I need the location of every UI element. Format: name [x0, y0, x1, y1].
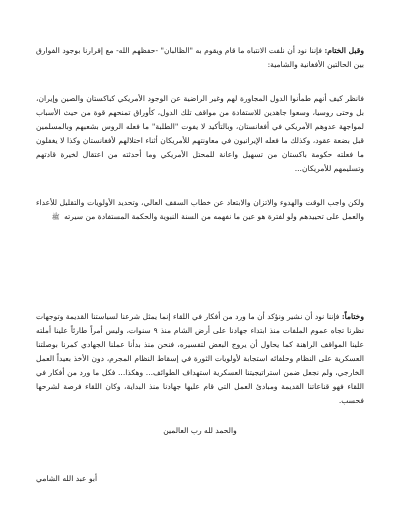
- paragraph-text: فانظر كيف أنهم طمأنوا الدول المجاورة لهم وغير الراضية عن الوجود الأمريكي كباكستان والصين وإيران، بل وحتى روسيا، وسعوا جاهدين للاستفادة من مواقف تلك الدول، كأوراق تمنحهم قوة من حيث الأسباب لمواجهة عدوهم الأمريكي في أفغانستان، وبالتأكيد لا يفوت "الطلبة" ما فعله الروس بشعبهم وبالمسلمين قبل بضعة عقود، وكذلك ما فعله الإيرانيون في معاونتهم للأمريكان أثناء احتلالهم لأفغانستان وكذا لا يغفلون ما فعلته حكومة باكستان من تسهيل واعانة للمحتل الأمريكي وما أحدثته من اعتقال لخيرة قادتهم وتسليمهم للأمريكان...: [36, 94, 364, 173]
- salutation-glyph: ﷺ: [51, 213, 60, 221]
- paragraph-lead: وختاماً:: [341, 312, 364, 321]
- paragraph-text: ولكن واجب الوقت والهدوء والاتزان والابتعاد عن خطاب السقف العالي، وتحديد الأولويات والتقليل للأعداء والعمل على تحييدهم ولو لفترة هو عين ما نفهمه من السنة النبوية والحكمة المستفادة من سيرته: [36, 198, 364, 221]
- paragraph-neighbors: [36, 92, 364, 176]
- paragraph-conclusion: [36, 310, 364, 408]
- signature: أبو عبد الله الشامي: [36, 474, 98, 483]
- blank-space: [36, 224, 364, 310]
- closing-line: والحمد لله رب العالمين: [163, 426, 237, 435]
- paragraph-before-closing: [36, 44, 364, 72]
- paragraph-text: فإننا نود أن نشير ونؤكد أن ما ورد من أفكار في اللقاء إنما يمثل شرعنا لسياستنا القديمة وتوجهات نظرنا تجاه عموم الملفات منذ ابتداء جهادنا على أرض الشام منذ ٩ سنوات، وليس أمراً طارئاً علينا أملته علينا المواقف الراهنة كما يحاول أن يروج البعض لتفسيره، فنحن منذ بدأنا عملنا الجهادي كمرنا بوصلتنا العسكرية على النظام وحلفائه استجابة لأولويات الثورة في إسقاط النظام المجرم، دون الأخذ بعيداً العمل الخارجي، ولم نجعل ضمن استراتيجيتنا العسكرية استهداف الطوائف... وهكذا... فكل ما ورد من أفكار في اللقاء فهو قناعاتنا القديمة ومبادئ العمل التي قام عليها جهادنا منذ البداية، وكان اللقاء فرصة لشرحها فحسب.: [36, 312, 364, 405]
- paragraph-text: فإننا نود أن نلفت الانتباه ما قام ويقوم به "الظالبان" -حفظهم الله- مع إقرارنا بوجود الفوارق بين الحالتين الأفغانية والشامية:: [36, 46, 364, 69]
- paragraph-priorities: [36, 196, 364, 224]
- paragraph-lead: وقبل الختام:: [324, 46, 364, 55]
